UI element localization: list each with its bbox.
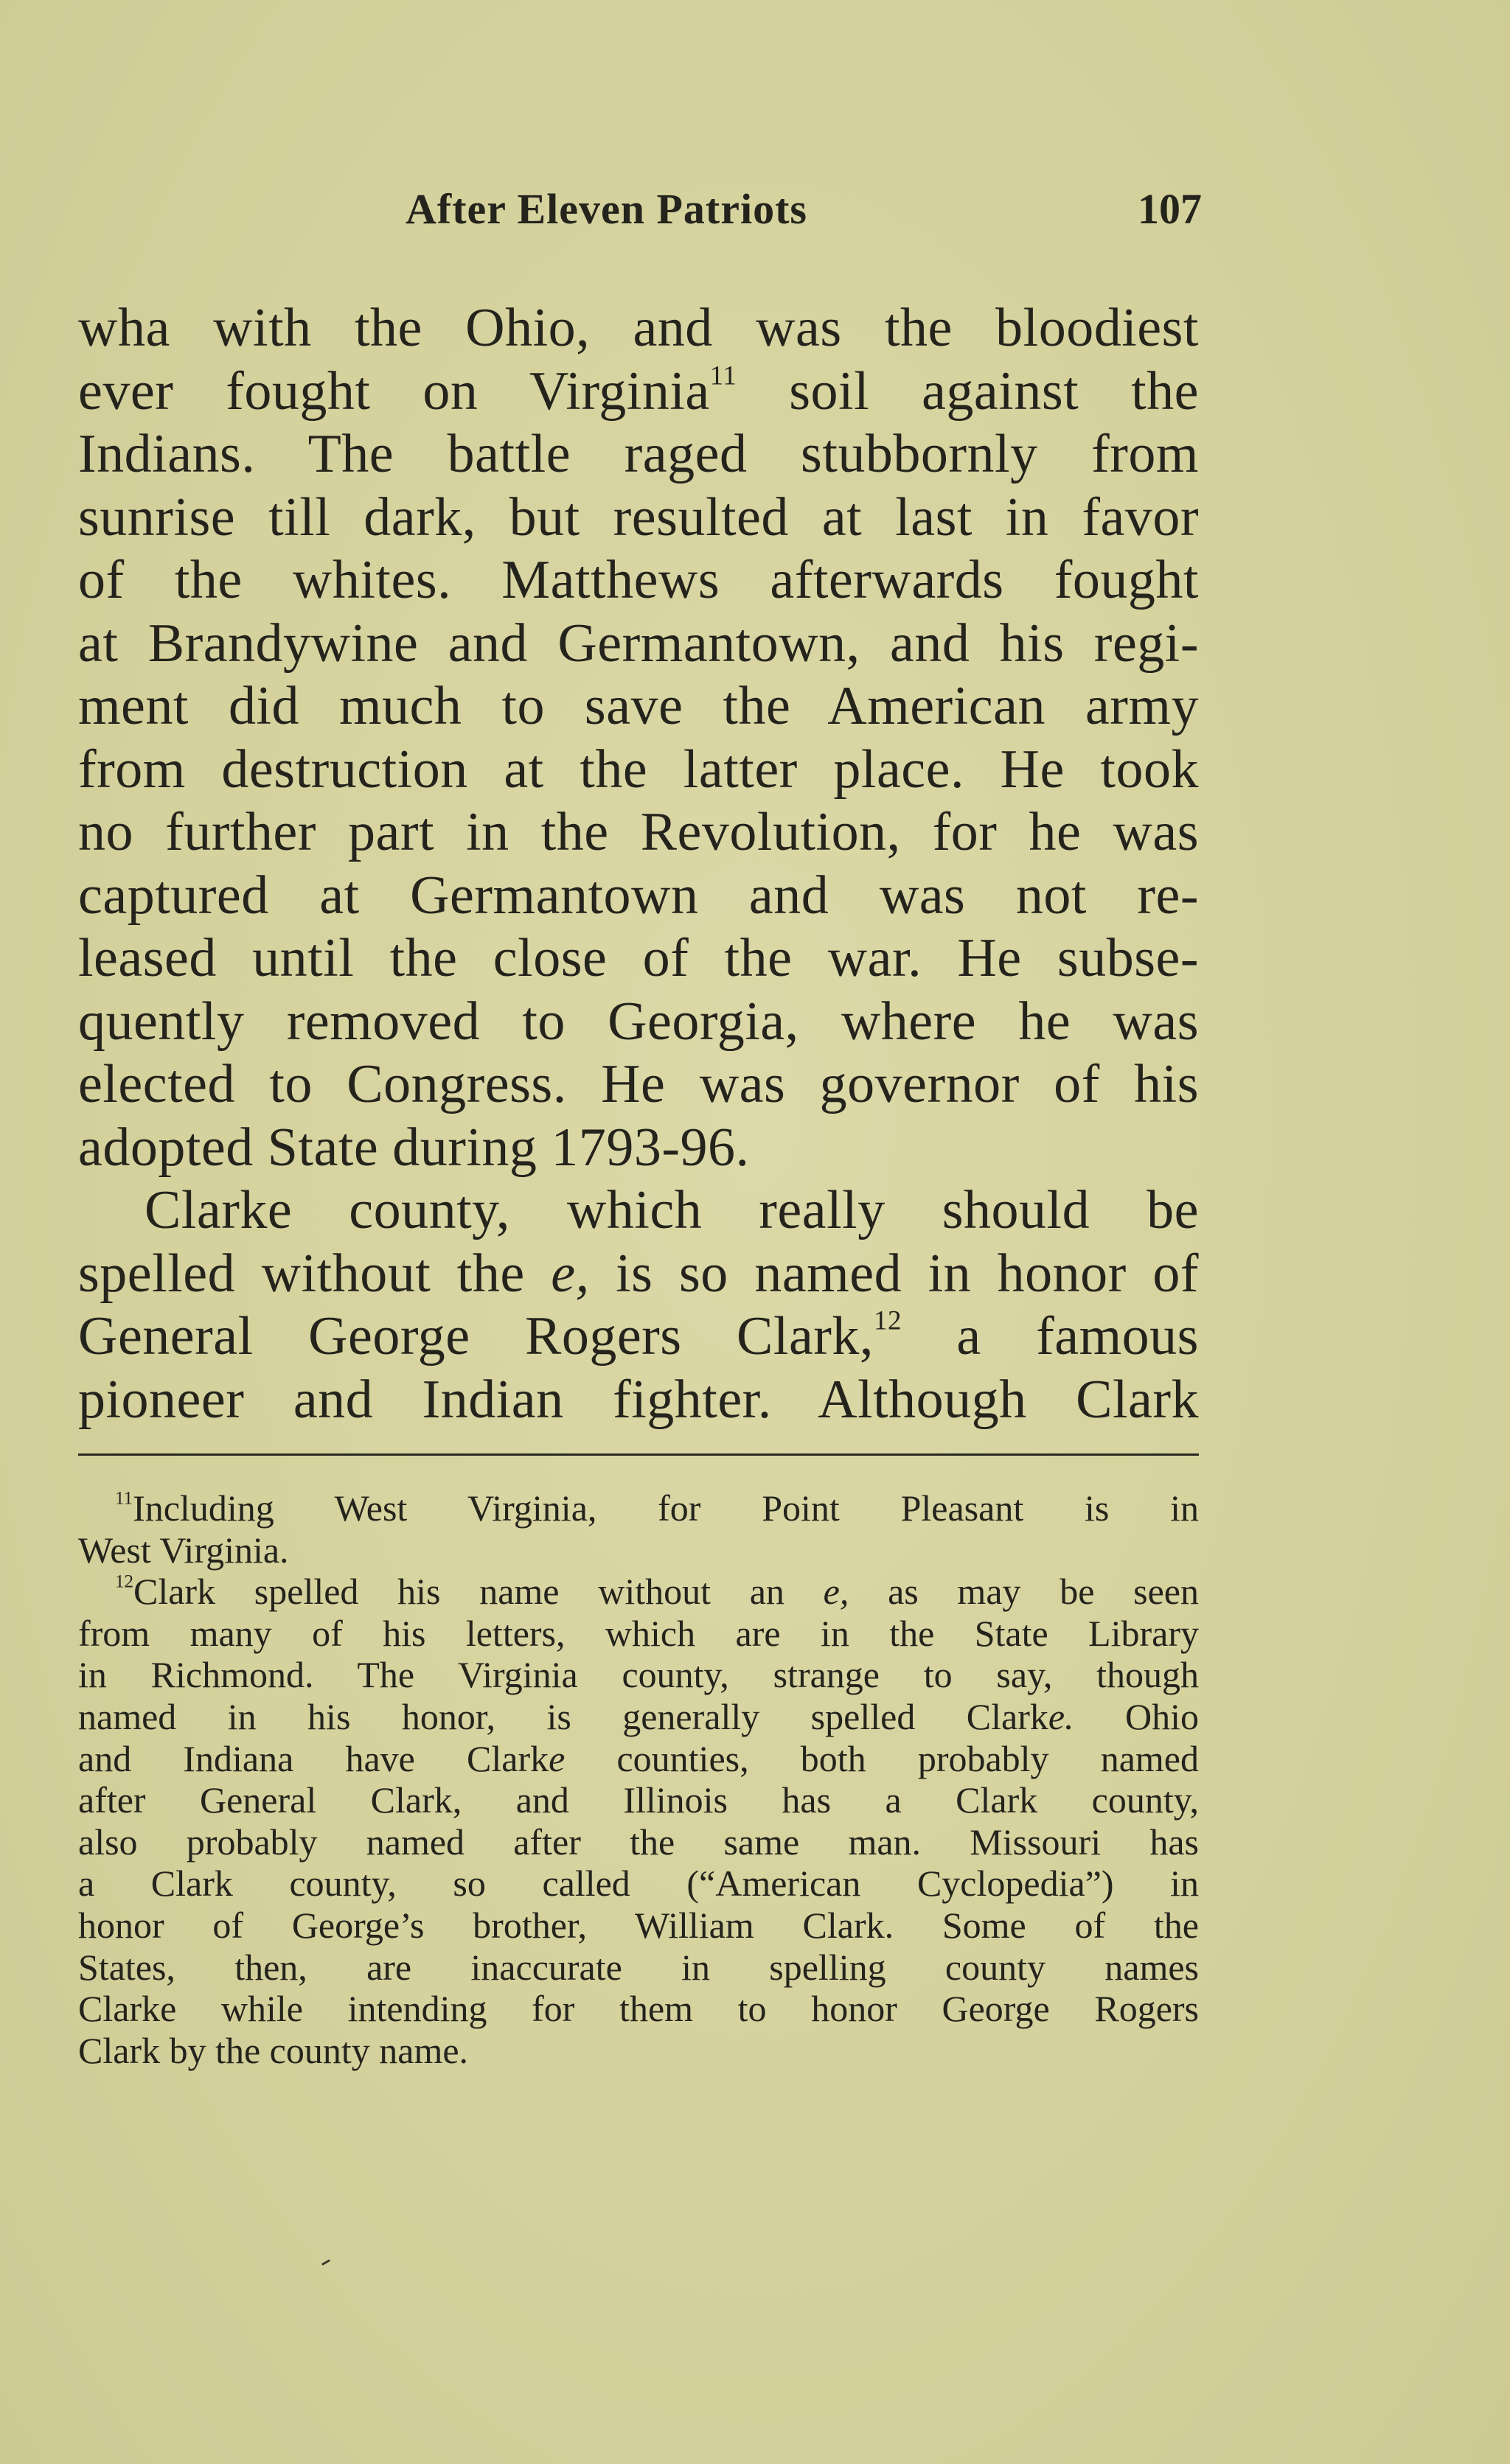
footnote-line: West Virginia. xyxy=(78,1529,289,1571)
footnote-line: and Indiana have Clarke counties, both probably named xyxy=(78,1737,1199,1779)
body-line: from destruction at the latter place. He took xyxy=(78,739,1199,800)
body-line: Indians. The battle raged stubbornly from xyxy=(78,424,1199,484)
body-line: leased until the close of the war. He subse- xyxy=(78,928,1199,988)
footnote-line: Clarke while intending for them to honor George Rogers xyxy=(78,1988,1199,2030)
body-line: wha with the Ohio, and was the bloodiest xyxy=(78,298,1199,358)
footnotes xyxy=(78,1487,1199,2071)
stray-mark xyxy=(321,2259,330,2266)
page-number: 107 xyxy=(1138,185,1202,233)
footnote-line: named in his honor, is generally spelled Clarke. Ohio xyxy=(78,1695,1199,1737)
body-line: spelled without the e, is so named in honor of xyxy=(78,1243,1199,1304)
body-line: captured at Germantown and was not re- xyxy=(78,865,1199,926)
footnote-line: a Clark county, so called (“American Cyclopedia”) in xyxy=(78,1863,1199,1905)
footnote-line: $^{11}$Including West Virginia, for Point Pleasant is in xyxy=(115,1487,1199,1529)
footnote-line: from many of his letters, which are in the State Library xyxy=(78,1612,1199,1654)
body-line: adopted State during 1793-96. xyxy=(78,1117,750,1178)
footnote-line: Clark by the county name. xyxy=(78,2029,469,2071)
body-line: at Brandywine and Germantown, and his regi- xyxy=(78,612,1199,674)
footnote-marker-11: 11 xyxy=(115,1488,133,1509)
footnote-marker-12: 12 xyxy=(115,1571,133,1592)
body-line: of the whites. Matthews afterwards fought xyxy=(78,550,1199,610)
footnote-line: also probably named after the same man. Missouri has xyxy=(78,1821,1199,1863)
footnote-ref-12: 12 xyxy=(873,1305,902,1336)
footnote-line: $^{12}$Clark spelled his name without an e, as may be seen xyxy=(115,1571,1199,1613)
body-line: Clarke county, which really should be xyxy=(145,1180,1199,1240)
body-line: General George Rogers Clark,$^{12}$ a famous xyxy=(78,1305,1199,1367)
body-line: quently removed to Georgia, where he was xyxy=(78,991,1199,1052)
body-line: sunrise till dark, but resulted at last in favor xyxy=(78,486,1199,548)
footnote-line: after General Clark, and Illinois has a Clark county, xyxy=(78,1779,1199,1821)
body-line: no further part in the Revolution, for he was xyxy=(78,802,1199,862)
footnote-rule xyxy=(78,1453,1199,1456)
footnote-line: States, then, are inaccurate in spelling county names xyxy=(78,1946,1199,1988)
footnote-line: in Richmond. The Virginia county, strange to say, though xyxy=(78,1654,1199,1696)
footnote-line: honor of George’s brother, William Clark. Some of the xyxy=(78,1904,1199,1946)
footnote-ref-11: 11 xyxy=(709,360,737,391)
body-line: ment did much to save the American army xyxy=(78,676,1199,736)
running-head xyxy=(398,184,1209,243)
body-text xyxy=(78,297,1199,1431)
body-line: pioneer and Indian fighter. Although Clark xyxy=(78,1369,1199,1430)
body-line: elected to Congress. He was governor of his xyxy=(78,1054,1199,1114)
running-head-title: After Eleven Patriots xyxy=(406,185,807,233)
body-line: ever fought on Virginia$^{11}$ soil against the xyxy=(78,360,1199,422)
